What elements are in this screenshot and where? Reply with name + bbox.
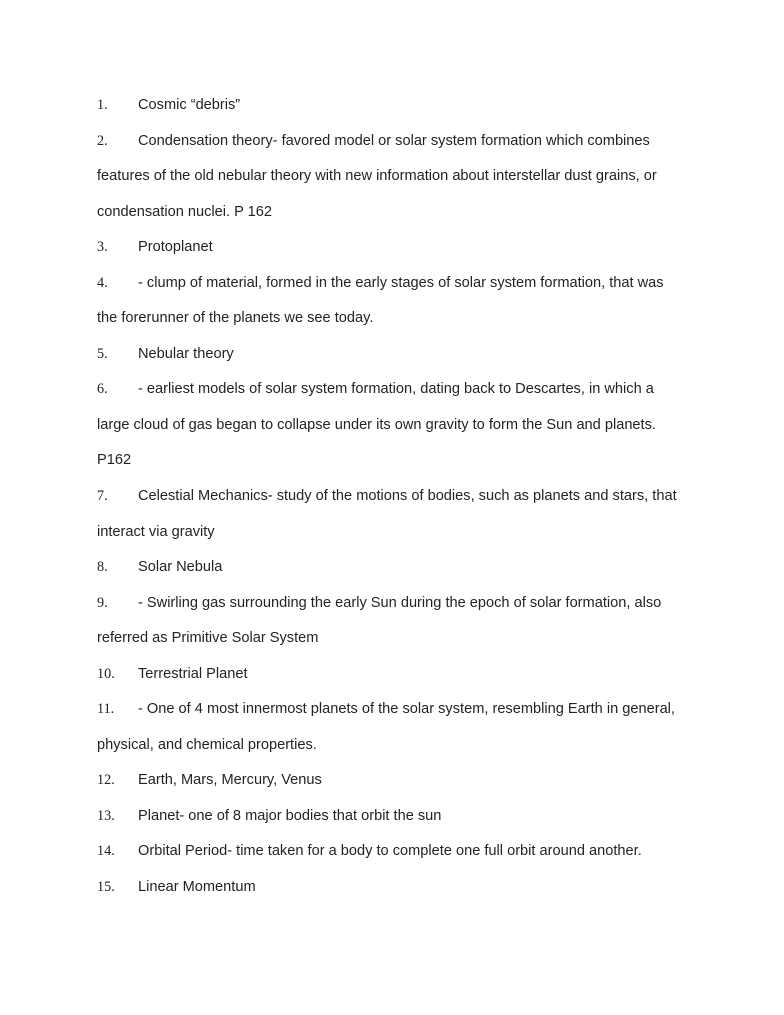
list-item-number: 15. bbox=[97, 879, 115, 896]
numbered-list bbox=[97, 88, 687, 906]
list-item-text: Condensation theory- favored model or solar system formation which combines features of the old nebular theory with new information about interstellar dust grains, or condensation nuclei. P 162 bbox=[97, 132, 657, 220]
list-item-text: Terrestrial Planet bbox=[138, 665, 248, 682]
list-item bbox=[97, 586, 687, 657]
list-item bbox=[97, 372, 687, 479]
list-item-number: 13. bbox=[97, 807, 115, 824]
list-item-number: 5. bbox=[97, 345, 108, 362]
list-item bbox=[97, 657, 687, 693]
list-item-number: 14. bbox=[97, 843, 115, 860]
list-item-text: Protoplanet bbox=[138, 239, 213, 256]
list-item-number: 10. bbox=[97, 665, 115, 682]
list-item-number: 8. bbox=[97, 559, 108, 576]
list-item-text: - earliest models of solar system formation, dating back to Descartes, in which a large cloud of gas began to collapse under its own gravity to form the Sun and planets. P162 bbox=[97, 381, 656, 469]
list-item-text: Planet- one of 8 major bodies that orbit the sun bbox=[138, 807, 442, 824]
list-item-number: 3. bbox=[97, 239, 108, 256]
list-item bbox=[97, 88, 687, 124]
list-item-number: 11. bbox=[97, 701, 115, 718]
list-item-text: Orbital Period- time taken for a body to complete one full orbit around another. bbox=[138, 843, 642, 860]
list-item bbox=[97, 266, 687, 337]
list-item-number: 1. bbox=[97, 97, 108, 113]
list-item-number: 9. bbox=[97, 594, 108, 611]
list-item-number: 4. bbox=[97, 274, 108, 291]
list-item bbox=[97, 870, 687, 906]
list-item-text: Earth, Mars, Mercury, Venus bbox=[138, 772, 322, 789]
list-item bbox=[97, 230, 687, 266]
list-item bbox=[97, 550, 687, 586]
list-item bbox=[97, 337, 687, 373]
list-item-text: Nebular theory bbox=[138, 345, 234, 362]
list-item-text: - One of 4 most innermost planets of the solar system, resembling Earth in general, physical, and chemical properties. bbox=[97, 701, 675, 753]
list-item-text: Linear Momentum bbox=[138, 879, 256, 896]
list-item bbox=[97, 124, 687, 231]
list-item bbox=[97, 763, 687, 799]
list-item bbox=[97, 799, 687, 835]
list-item-number: 7. bbox=[97, 488, 108, 505]
list-item bbox=[97, 692, 687, 763]
list-item bbox=[97, 834, 687, 870]
list-item-number: 2. bbox=[97, 132, 108, 149]
list-item bbox=[97, 479, 687, 550]
list-item-text: Cosmic “debris” bbox=[138, 97, 241, 113]
list-item-number: 12. bbox=[97, 772, 115, 789]
list-item-text: Celestial Mechanics- study of the motions of bodies, such as planets and stars, that interact via gravity bbox=[97, 488, 677, 540]
list-item-text: - Swirling gas surrounding the early Sun during the epoch of solar formation, also referred as Primitive Solar System bbox=[97, 594, 662, 647]
list-item-text: Solar Nebula bbox=[138, 559, 223, 576]
list-item-text: - clump of material, formed in the early stages of solar system formation, that was the forerunner of the planets we see today. bbox=[97, 274, 664, 327]
list-item-number: 6. bbox=[97, 381, 108, 398]
